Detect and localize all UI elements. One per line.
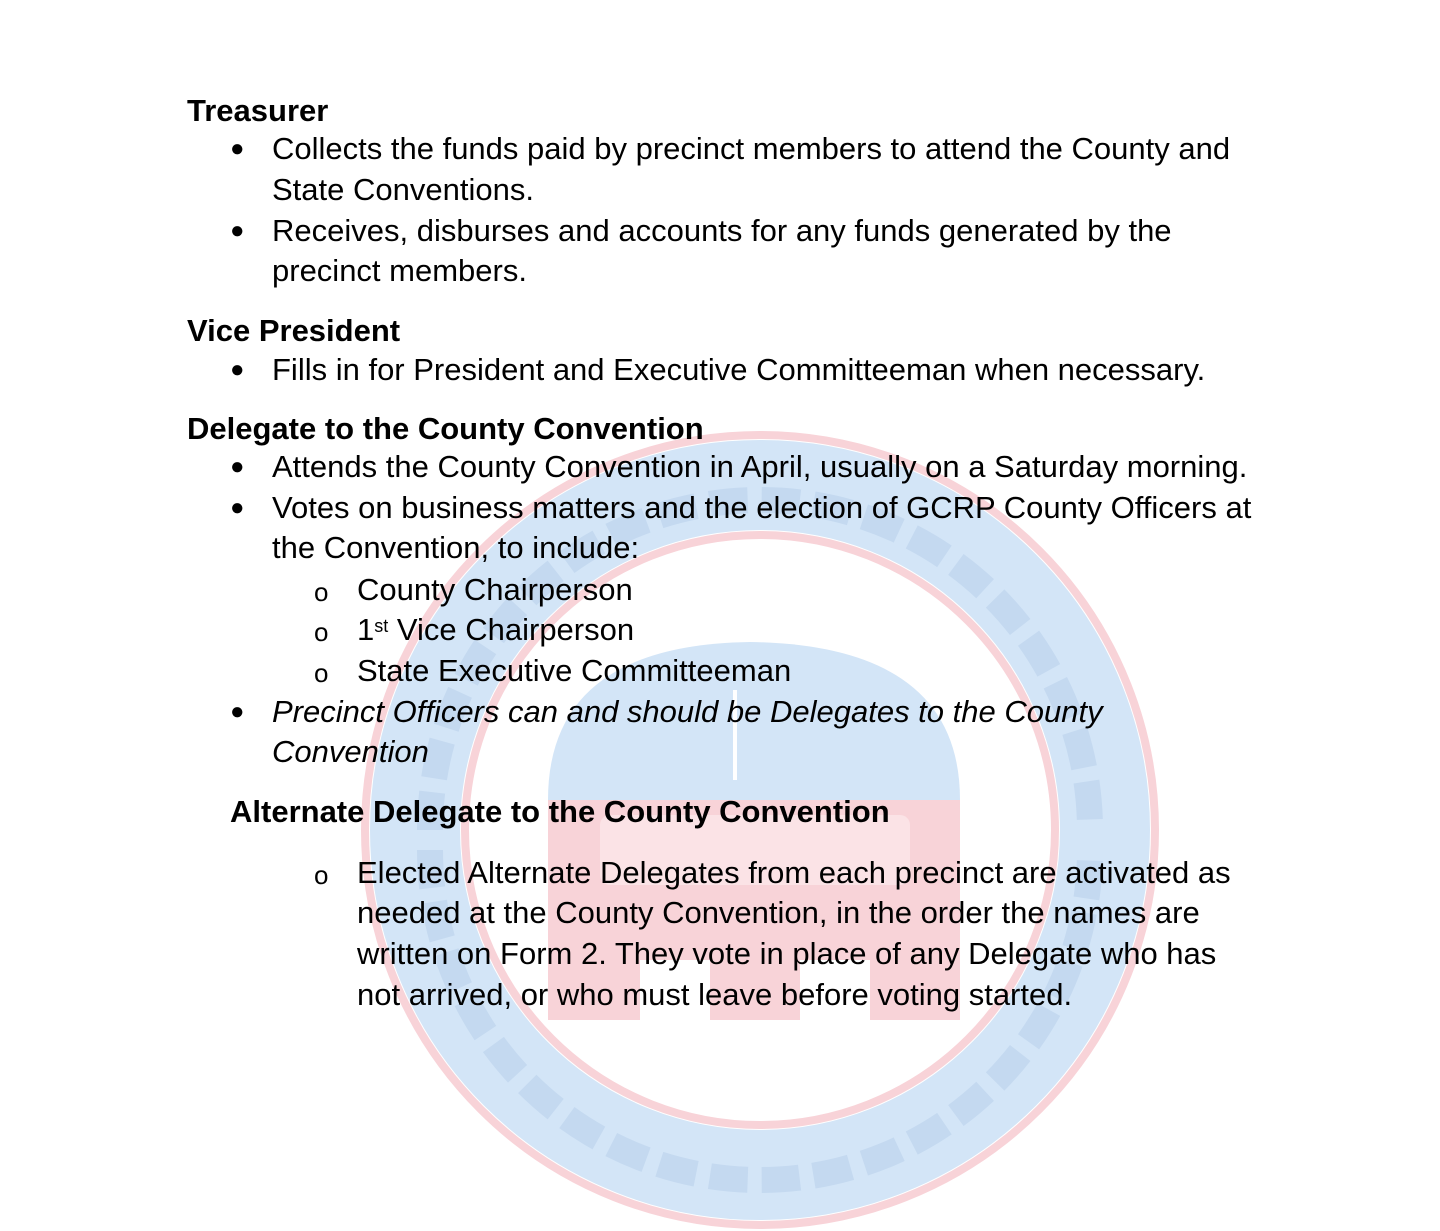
delegate-item-3-line-1: Precinct Officers can and should be Delegates to the County [272, 694, 1103, 729]
sub-bullet-icon: o [314, 860, 329, 890]
bullet-icon: ● [230, 135, 245, 162]
bullet-icon: ● [230, 698, 245, 725]
bullet-icon: ● [230, 356, 245, 383]
alternate-line-1: Elected Alternate Delegates from each precinct are activated as [357, 855, 1231, 890]
bullet-icon: ● [230, 494, 245, 521]
alternate-line-2: needed at the County Convention, in the order the names are [357, 895, 1200, 930]
heading-treasurer: Treasurer [187, 93, 329, 128]
sub-bullet-icon: o [314, 577, 329, 607]
bullet-icon: ● [230, 453, 245, 480]
vice-president-item-1: Fills in for President and Executive Committeeman when necessary. [272, 352, 1206, 387]
alternate-line-3: written on Form 2. They vote in place of any Delegate who has [357, 936, 1217, 971]
sub-bullet-icon: o [314, 617, 329, 647]
delegate-sub-3: State Executive Committeeman [357, 653, 792, 688]
delegate-sub-2 [357, 610, 634, 650]
delegate-item-1: Attends the County Convention in April, usually on a Saturday morning. [272, 449, 1248, 484]
delegate-item-2-line-2: the Convention, to include: [272, 530, 640, 565]
ordinal-suffix: st [374, 616, 389, 636]
bullet-icon: ● [230, 217, 245, 244]
delegate-item-3-line-2: Convention [272, 734, 429, 769]
sub-bullet-icon: o [314, 658, 329, 688]
ordinal-number: 1 [357, 612, 375, 647]
heading-delegate: Delegate to the County Convention [187, 411, 704, 446]
delegate-sub-1: County Chairperson [357, 572, 633, 607]
sub-2-text: Vice Chairperson [388, 612, 635, 647]
heading-vice-president: Vice President [187, 313, 401, 348]
alternate-line-4: not arrived, or who must leave before voting started. [357, 977, 1073, 1012]
treasurer-item-1-line-2: State Conventions. [272, 172, 534, 207]
treasurer-item-2-line-1: Receives, disburses and accounts for any funds generated by the [272, 213, 1172, 248]
heading-alternate-delegate: Alternate Delegate to the County Convention [230, 794, 890, 829]
treasurer-item-1-line-1: Collects the funds paid by precinct members to attend the County and [272, 131, 1231, 166]
delegate-item-2-line-1: Votes on business matters and the election of GCRP County Officers at [272, 490, 1252, 525]
treasurer-item-2-line-2: precinct members. [272, 253, 527, 288]
